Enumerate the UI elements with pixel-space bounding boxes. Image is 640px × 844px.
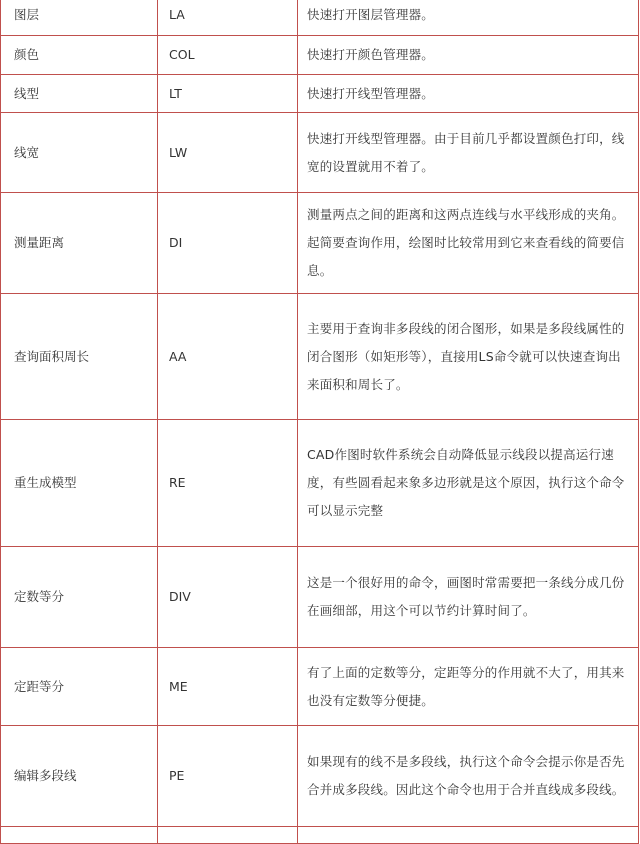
description-cell: 测量两点之间的距离和这两点连线与水平线形成的夹角。起简要查询作用，绘图时比较常用到它来查看线的简要信息。	[298, 193, 639, 294]
description-cell: 如果现有的线不是多段线，执行这个命令会提示你是否先合并成多段线。因此这个命令也用于合并直线成多段线。	[298, 726, 639, 827]
shortcut-cell: COL	[158, 36, 298, 75]
table-row	[1, 547, 639, 648]
shortcut-cell	[158, 827, 298, 844]
command-name-cell: 编辑多段线	[1, 726, 158, 827]
shortcut-cell: DI	[158, 193, 298, 294]
shortcut-cell: LW	[158, 113, 298, 193]
shortcut-cell: LT	[158, 75, 298, 113]
table-row	[1, 827, 639, 844]
shortcut-cell: LA	[158, 0, 298, 36]
shortcut-cell: PE	[158, 726, 298, 827]
command-name-cell: 定距等分	[1, 648, 158, 726]
shortcut-cell: ME	[158, 648, 298, 726]
description-cell: 快速打开图层管理器。	[298, 0, 639, 36]
description-cell: 主要用于查询非多段线的闭合图形，如果是多段线属性的闭合图形（如矩形等），直接用LS命令就可以快速查询出来面积和周长了。	[298, 294, 639, 420]
description-cell: CAD作图时软件系统会自动降低显示线段以提高运行速度，有些圆看起来象多边形就是这个原因，执行这个命令可以显示完整	[298, 420, 639, 547]
command-name-cell: 线宽	[1, 113, 158, 193]
table-row	[1, 726, 639, 827]
table-row	[1, 113, 639, 193]
command-name-cell	[1, 827, 158, 844]
command-name-cell: 查询面积周长	[1, 294, 158, 420]
command-name-cell: 颜色	[1, 36, 158, 75]
table-row	[1, 648, 639, 726]
table-row	[1, 294, 639, 420]
command-name-cell: 重生成模型	[1, 420, 158, 547]
shortcut-cell: DIV	[158, 547, 298, 648]
command-name-cell: 图层	[1, 0, 158, 36]
command-name-cell: 测量距离	[1, 193, 158, 294]
description-cell: 快速打开线型管理器。	[298, 75, 639, 113]
table-row	[1, 75, 639, 113]
description-cell: 这是一个很好用的命令，画图时常需要把一条线分成几份在画细部，用这个可以节约计算时间了。	[298, 547, 639, 648]
description-cell: 快速打开颜色管理器。	[298, 36, 639, 75]
command-name-cell: 定数等分	[1, 547, 158, 648]
description-cell	[298, 827, 639, 844]
shortcut-cell: RE	[158, 420, 298, 547]
table-row	[1, 193, 639, 294]
description-cell: 有了上面的定数等分，定距等分的作用就不大了，用其来也没有定数等分便捷。	[298, 648, 639, 726]
table-row	[1, 420, 639, 547]
description-cell: 快速打开线型管理器。由于目前几乎都设置颜色打印，线宽的设置就用不着了。	[298, 113, 639, 193]
table-row	[1, 36, 639, 75]
command-name-cell: 线型	[1, 75, 158, 113]
table-row	[1, 0, 639, 36]
table-body	[1, 0, 639, 844]
shortcut-cell: AA	[158, 294, 298, 420]
